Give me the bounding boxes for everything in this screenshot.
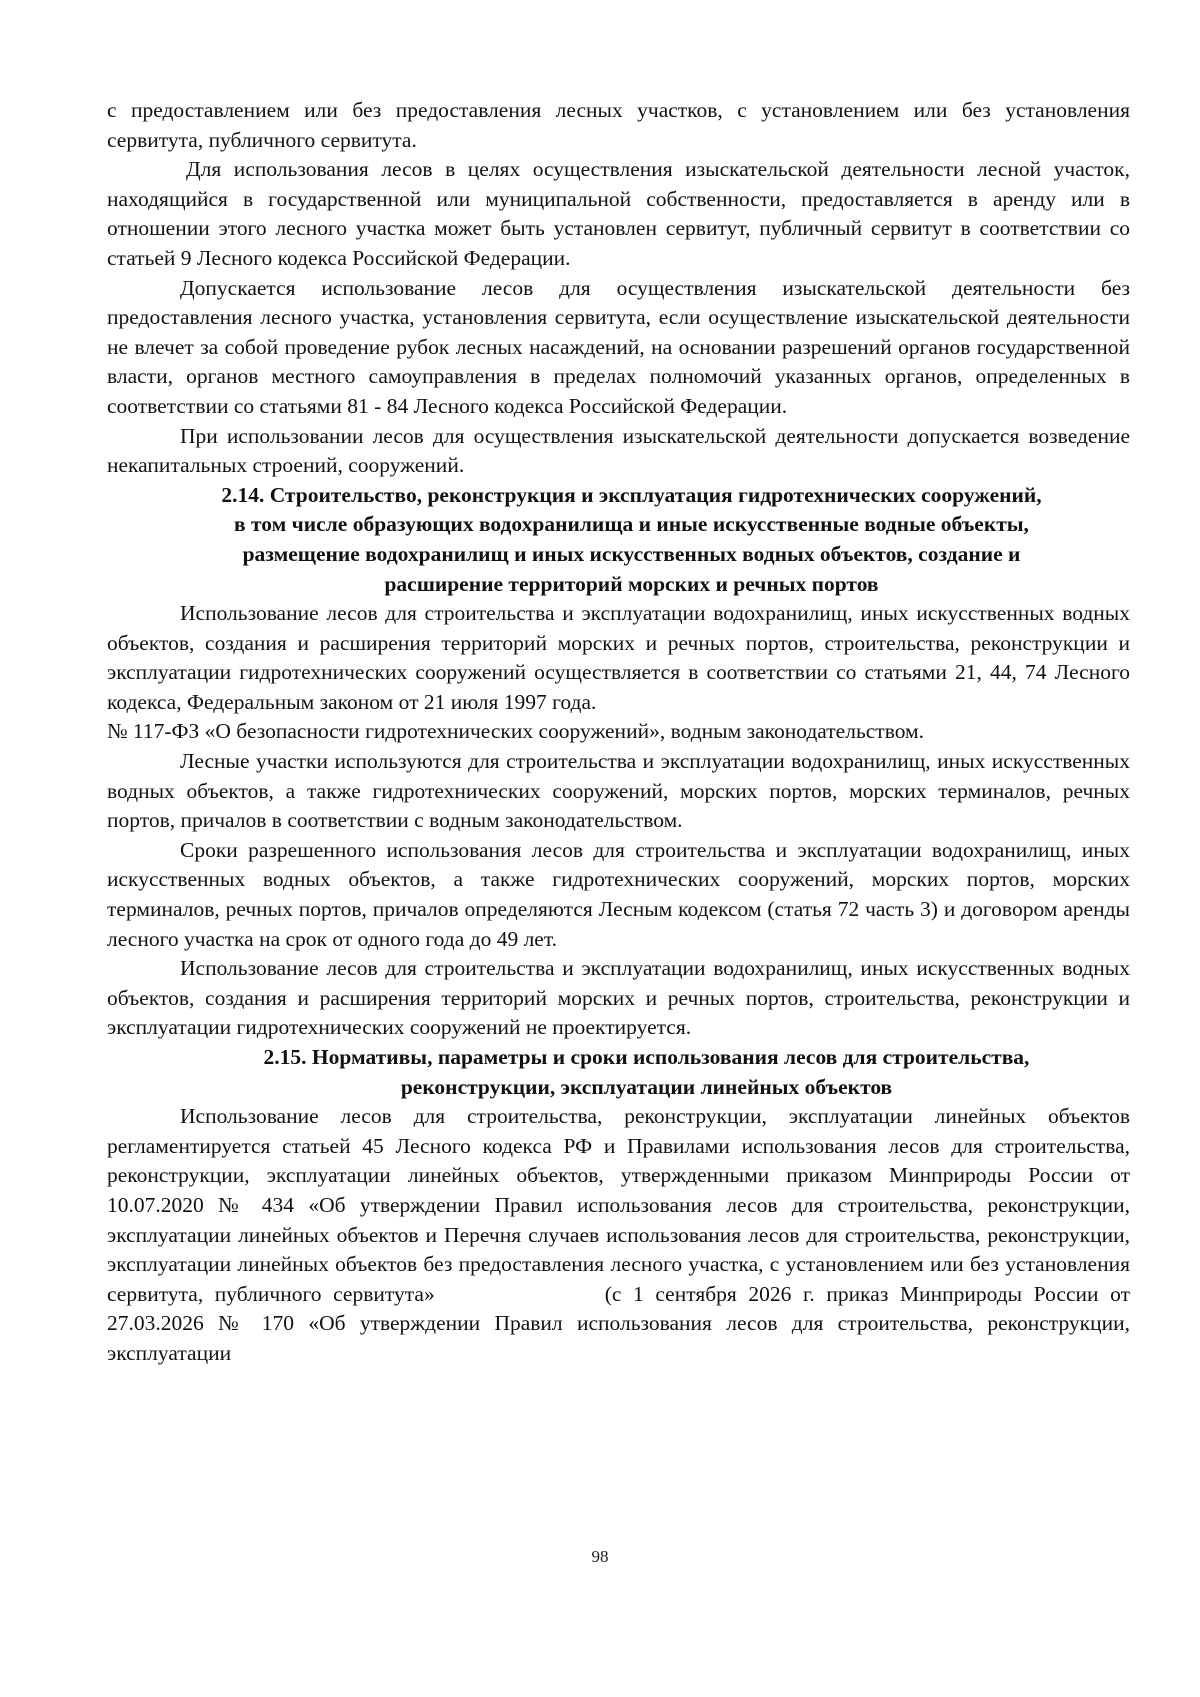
section-heading-2-15	[107, 1043, 1130, 1102]
heading-line: реконструкции, эксплуатации линейных объектов	[400, 1074, 893, 1099]
heading-line: 2.14. Строительство, реконструкция и эксплуатация гидротехнических сооружений,	[221, 482, 1042, 507]
paragraph-hydro-use: Использование лесов для строительства и эксплуатации водохранилищ, иных искусственных водных объектов, создания и расширения территорий морских и речных портов, строительства, реконструкции и эксплуатации гидротехнических сооружений осуществляется в соответствии со статьями 21, 44, 74 Лесного кодекса, Федеральным законом от 21 июля 1997 года.	[107, 601, 1130, 714]
heading-line: 2.15. Нормативы, параметры и сроки использования лесов для строительства,	[263, 1045, 1030, 1069]
paragraph-hydro-law: № 117-ФЗ «О безопасности гидротехнических сооружений», водным законодательством.	[107, 719, 925, 744]
heading-line: в том числе образующих водохранилища и иные искусственные водные объекты,	[234, 512, 1029, 537]
paragraph-hydro-not-planned: Использование лесов для строительства и эксплуатации водохранилищ, иных искусственных водных объектов, создания и расширения территорий морских и речных портов, строительства, реконструкции и эксплуатации гидротехнических сооружений не проектируется.	[107, 956, 1130, 1040]
heading-line: расширение территорий морских и речных портов	[384, 571, 879, 596]
heading-line: размещение водохранилищ и иных искусственных водных объектов, создание и	[242, 541, 1021, 566]
paragraph-linear-objects-amendment: (с 1 сентября 2026 г. приказ Минприроды России от 27.03.2026 № 170 «Об утверждении Правил использования лесов для строительства, реконструкции, эксплуатации	[107, 1281, 1130, 1365]
paragraph-survey-lease: Для использования лесов в целях осуществления изыскательской деятельности лесной участок, находящийся в государственной или муниципальной собственности, предоставляется в аренду или в отношении этого лесного участка может быть установлен сервитут, публичный сервитут в соответствии со статьей 9 Лесного кодекса Российской Федерации.	[107, 157, 1130, 270]
paragraph-hydro-terms: Сроки разрешенного использования лесов для строительства и эксплуатации водохранилищ, иных искусственных водных объектов, а также гидротехнических сооружений, морских портов, морских терминалов, речных портов, причалов определяются Лесным кодексом (статья 72 часть 3) и договором аренды лесного участка на срок от одного года до 49 лет.	[107, 837, 1130, 951]
paragraph-survey-structures: При использовании лесов для осуществления изыскательской деятельности допускается возведение некапитальных строений, сооружений.	[107, 423, 1130, 478]
paragraph-linear-objects-text: Использование лесов для строительства, реконструкции, эксплуатации линейных объектов регламентируется статьей 45 Лесного кодекса РФ и Правилами использования лесов для строительства, реконструкции, эксплуатации линейных объектов, утвержденными приказом Минприроды России от 10.07.2020 № 434 «Об утверждении Правил использования лесов для строительства, реконструкции, эксплуатации линейных объектов и Перечня случаев использования лесов для строительства, реконструкции, эксплуатации линейных объектов без предоставления лесного участка, с установлением или без установления сервитута, публичного сервитута»	[107, 1104, 1130, 1306]
page-number: 98	[591, 1547, 609, 1566]
paragraph-continuation: с предоставлением или без предоставления лесных участков, с установлением или без установления сервитута, публичного сервитута.	[107, 98, 1130, 152]
paragraph-linear-objects	[107, 1102, 1130, 1368]
paragraph-hydro-plots: Лесные участки используются для строительства и эксплуатации водохранилищ, иных искусственных водных объектов, а также гидротехнических сооружений, морских портов, морских терминалов, речных портов, причалов в соответствии с водным законодательством.	[107, 749, 1130, 833]
section-heading-2-14	[107, 481, 1130, 599]
document-body	[107, 96, 1130, 1369]
paragraph-survey-permission: Допускается использование лесов для осуществления изыскательской деятельности без предоставления лесного участка, установления сервитута, если осуществление изыскательской деятельности не влечет за собой проведение рубок лесных насаждений, на основании разрешений органов государственной власти, органов местного самоуправления в пределах полномочий указанных органов, определенных в соответствии со статьями 81 - 84 Лесного кодекса Российской Федерации.	[107, 275, 1130, 418]
